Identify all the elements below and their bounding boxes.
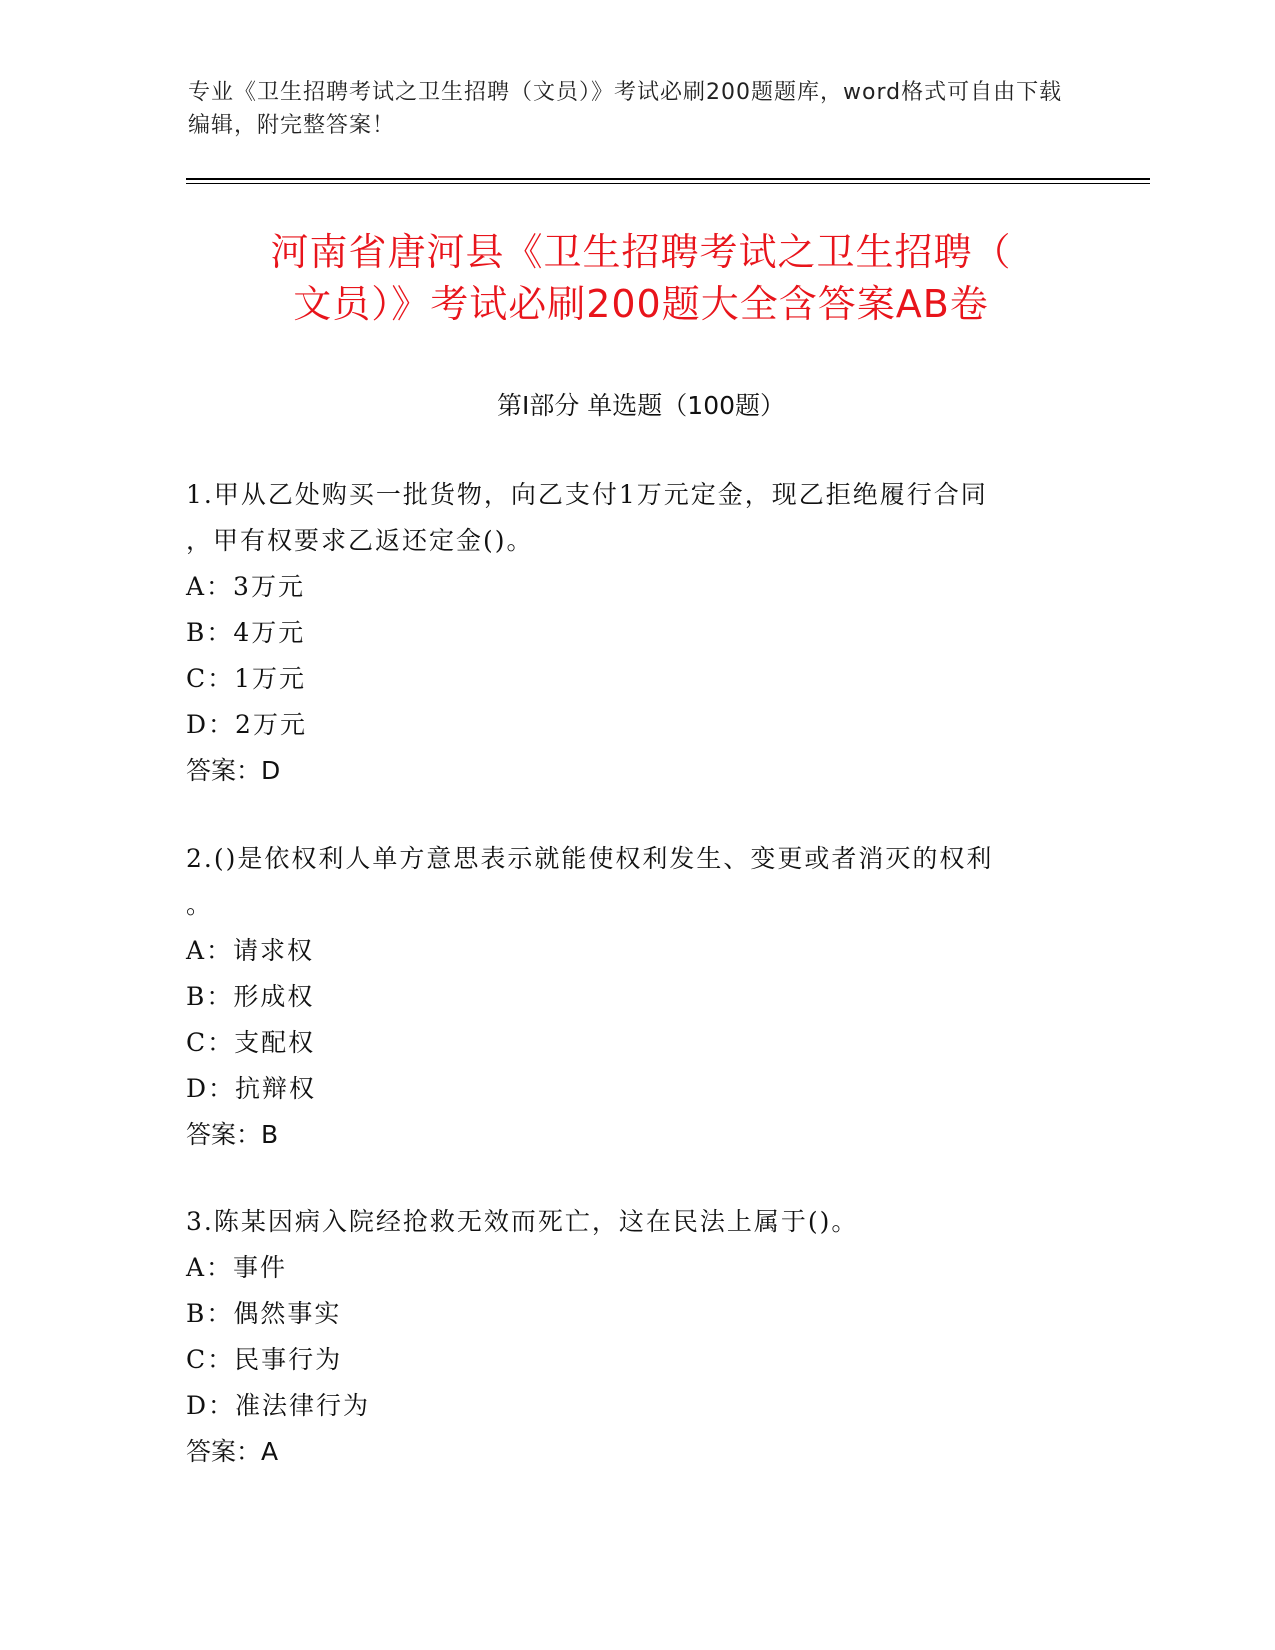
section-title: 第I部分 单选题（100题） [496,391,786,420]
question-3 [186,1199,1086,1475]
option-b: B：4万元 [186,618,306,647]
document-title-line-1: 河南省唐河县《卫生招聘考试之卫生招聘（ [270,230,1012,274]
option-a: A：事件 [186,1253,288,1282]
header-divider-thin [186,183,1150,184]
question-stem-continued: ，甲有权要求乙返还定金()。 [186,526,534,555]
option-b: B：偶然事实 [186,1299,342,1328]
answer: 答案：D [186,756,281,785]
question-stem: 1.甲从乙处购买一批货物，向乙支付1万元定金，现乙拒绝履行合同 [186,480,988,509]
answer: 答案：A [186,1437,279,1466]
document-title-line-2: 文员）》考试必刷200题大全含答案AB卷 [293,282,989,326]
option-c: C：1万元 [186,664,307,693]
option-d: D：准法律行为 [186,1391,371,1420]
option-c: C：支配权 [186,1028,316,1057]
question-stem-continued: 。 [186,890,214,919]
question-stem: 3.陈某因病入院经抢救无效而死亡，这在民法上属于()。 [186,1207,859,1236]
option-a: A：请求权 [186,936,315,965]
header-divider-thick [186,178,1150,180]
option-d: D：抗辩权 [186,1074,317,1103]
answer: 答案：B [186,1120,279,1149]
option-a: A：3万元 [186,572,305,601]
option-c: C：民事行为 [186,1345,343,1374]
option-b: B：形成权 [186,982,315,1011]
question-stem: 2.()是依权利人单方意思表示就能使权利发生、变更或者消灭的权利 [186,844,994,873]
option-d: D：2万元 [186,710,307,739]
question-2 [186,836,1086,1158]
question-1 [186,472,1086,794]
header-note: 专业《卫生招聘考试之卫生招聘（文员）》考试必刷200题题库，word格式可自由下载编辑，附完整答案！ [188,80,1063,138]
document-title [186,226,1096,330]
